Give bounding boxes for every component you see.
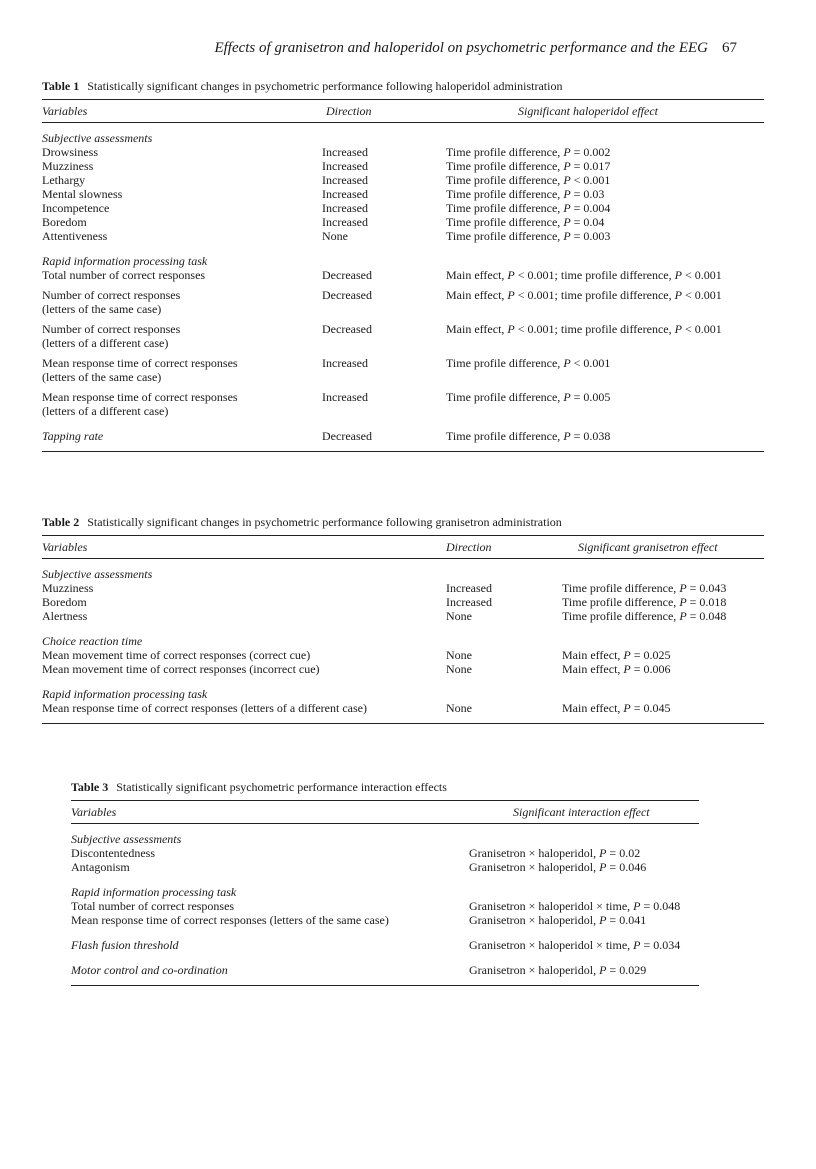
effect-cell: Time profile difference, P = 0.048 (562, 609, 727, 623)
effect-cell: Main effect, P < 0.001; time profile difference, P < 0.001 (446, 268, 722, 282)
table-caption-text: Statistically significant changes in psychometric performance following haloperidol administration (87, 79, 563, 93)
variable-cell: (letters of the same case) (42, 370, 162, 384)
direction-cell: None (322, 229, 348, 243)
table-row (42, 322, 764, 350)
table-row (42, 229, 764, 243)
variable-cell: (letters of a different case) (42, 336, 169, 350)
table-row (42, 187, 764, 201)
variable-cell: Mental slowness (42, 187, 123, 201)
group-heading-row (42, 567, 764, 581)
table-row (42, 159, 764, 173)
variable-cell: Muzziness (42, 581, 94, 595)
direction-cell: None (446, 701, 472, 715)
group-heading: Rapid information processing task (42, 254, 208, 268)
group-heading-row (42, 429, 764, 443)
group-heading: Subjective assessments (71, 832, 182, 846)
table-row (71, 860, 699, 874)
effect-cell: Main effect, P < 0.001; time profile difference, P < 0.001 (446, 322, 722, 336)
table-caption (42, 79, 764, 93)
column-header: Significant haloperidol effect (518, 104, 658, 118)
column-header: Significant interaction effect (513, 805, 650, 819)
effect-cell: Time profile difference, P = 0.017 (446, 159, 611, 173)
variable-cell: Discontentedness (71, 846, 155, 860)
direction-cell: None (446, 648, 472, 662)
variable-cell: Mean response time of correct responses (42, 356, 238, 370)
variable-cell: Lethargy (42, 173, 86, 187)
table-row (42, 288, 764, 316)
effect-cell: Time profile difference, P = 0.038 (446, 429, 611, 443)
variable-cell: Total number of correct responses (42, 268, 206, 282)
effect-cell: Time profile difference, P = 0.005 (446, 390, 611, 404)
direction-cell: Decreased (322, 322, 372, 336)
variable-cell: Mean response time of correct responses (42, 390, 238, 404)
direction-cell: Increased (322, 159, 368, 173)
column-header: Direction (326, 104, 372, 118)
effect-cell: Time profile difference, P = 0.04 (446, 215, 605, 229)
table-row (42, 581, 764, 595)
group-heading: Rapid information processing task (71, 885, 237, 899)
table-header-row (42, 100, 764, 122)
table-header-row (42, 536, 764, 558)
page-number: 67 (722, 40, 737, 56)
table-body (42, 123, 764, 451)
effect-cell: Granisetron × haloperidol × time, P = 0.048 (469, 899, 681, 913)
table-caption-text: Statistically significant changes in psychometric performance following granisetron administration (87, 515, 562, 529)
variable-cell: Attentiveness (42, 229, 108, 243)
effect-cell: Time profile difference, P = 0.043 (562, 581, 727, 595)
direction-cell: Increased (322, 356, 368, 370)
table-row (42, 390, 764, 418)
direction-cell: Decreased (322, 268, 372, 282)
group-heading: Rapid information processing task (42, 687, 208, 701)
variable-cell: Boredom (42, 215, 87, 229)
group-heading-row (42, 634, 764, 648)
variable-cell: Alertness (42, 609, 88, 623)
group-heading: Choice reaction time (42, 634, 143, 648)
variable-cell: Mean movement time of correct responses (correct cue) (42, 648, 311, 662)
variable-cell: Incompetence (42, 201, 110, 215)
running-head-title: Effects of granisetron and haloperidol on psychometric performance and the EEG (214, 40, 708, 56)
table-row (42, 662, 764, 676)
effect-cell: Granisetron × haloperidol, P = 0.046 (469, 860, 647, 874)
table-bottom-rule (42, 451, 764, 452)
effect-cell: Time profile difference, P = 0.018 (562, 595, 727, 609)
effect-cell: Time profile difference, P < 0.001 (446, 356, 611, 370)
table-row (42, 356, 764, 384)
table-caption (71, 780, 699, 794)
table-1 (42, 79, 764, 452)
group-heading-row (71, 938, 699, 952)
effect-cell: Time profile difference, P = 0.002 (446, 145, 611, 159)
variable-cell: Total number of correct responses (71, 899, 235, 913)
direction-cell: Decreased (322, 288, 372, 302)
table-label: Table 2 (42, 515, 80, 529)
direction-cell: Increased (446, 581, 492, 595)
table-row (42, 648, 764, 662)
variable-cell: Drowsiness (42, 145, 98, 159)
table-row (71, 899, 699, 913)
table-bottom-rule (42, 723, 764, 724)
column-header: Significant granisetron effect (578, 540, 718, 554)
column-header: Direction (446, 540, 492, 554)
table-row (42, 268, 764, 282)
variable-cell: Number of correct responses (42, 322, 181, 336)
effect-cell: Time profile difference, P = 0.004 (446, 201, 611, 215)
direction-cell: Increased (322, 215, 368, 229)
variable-cell: Mean movement time of correct responses (incorrect cue) (42, 662, 320, 676)
variable-cell: Number of correct responses (42, 288, 181, 302)
group-heading: Subjective assessments (42, 131, 153, 145)
variable-cell: Muzziness (42, 159, 94, 173)
direction-cell: Increased (322, 145, 368, 159)
group-heading-row (71, 963, 699, 977)
effect-cell: Granisetron × haloperidol, P = 0.02 (469, 846, 641, 860)
effect-cell: Granisetron × haloperidol × time, P = 0.034 (469, 938, 681, 952)
running-head (0, 40, 737, 57)
group-heading-row (71, 885, 699, 899)
variable-cell: Mean response time of correct responses (letters of the same case) (71, 913, 389, 927)
effect-cell: Time profile difference, P = 0.03 (446, 187, 605, 201)
direction-cell: Increased (322, 201, 368, 215)
table-label: Table 3 (71, 780, 109, 794)
effect-cell: Time profile difference, P = 0.003 (446, 229, 611, 243)
table-caption (42, 515, 764, 529)
table-caption-text: Statistically significant psychometric performance interaction effects (116, 780, 447, 794)
direction-cell: Increased (322, 187, 368, 201)
table-row (71, 846, 699, 860)
group-heading: Tapping rate (42, 429, 104, 443)
variable-cell: (letters of a different case) (42, 404, 169, 418)
variable-cell: Boredom (42, 595, 87, 609)
group-heading-row (42, 687, 764, 701)
column-header: Variables (71, 805, 117, 819)
table-bottom-rule (71, 985, 699, 986)
group-heading: Subjective assessments (42, 567, 153, 581)
effect-cell: Main effect, P = 0.006 (562, 662, 671, 676)
effect-cell: Time profile difference, P < 0.001 (446, 173, 611, 187)
group-heading-row (42, 254, 764, 268)
table-row (42, 201, 764, 215)
table-row (42, 595, 764, 609)
column-header: Variables (42, 540, 88, 554)
variable-cell: Antagonism (71, 860, 130, 874)
table-header-row (71, 801, 699, 823)
direction-cell: Increased (446, 595, 492, 609)
effect-cell: Main effect, P = 0.045 (562, 701, 671, 715)
effect-cell: Main effect, P < 0.001; time profile difference, P < 0.001 (446, 288, 722, 302)
table-row (42, 701, 764, 715)
group-heading-row (42, 131, 764, 145)
variable-cell: Mean response time of correct responses (letters of a different case) (42, 701, 367, 715)
table-row (42, 173, 764, 187)
group-heading-row (71, 832, 699, 846)
table-body (71, 824, 699, 985)
column-header: Variables (42, 104, 88, 118)
effect-cell: Granisetron × haloperidol, P = 0.029 (469, 963, 647, 977)
direction-cell: Increased (322, 173, 368, 187)
direction-cell: Increased (322, 390, 368, 404)
group-heading: Flash fusion threshold (71, 938, 179, 952)
table-row (71, 913, 699, 927)
table-body (42, 559, 764, 723)
direction-cell: None (446, 609, 472, 623)
variable-cell: (letters of the same case) (42, 302, 162, 316)
effect-cell: Granisetron × haloperidol, P = 0.041 (469, 913, 647, 927)
table-2 (42, 515, 764, 724)
group-heading: Motor control and co-ordination (71, 963, 228, 977)
table-row (42, 145, 764, 159)
table-3 (71, 780, 699, 986)
table-row (42, 215, 764, 229)
direction-cell: Decreased (322, 429, 372, 443)
table-label: Table 1 (42, 79, 80, 93)
effect-cell: Main effect, P = 0.025 (562, 648, 671, 662)
direction-cell: None (446, 662, 472, 676)
table-row (42, 609, 764, 623)
